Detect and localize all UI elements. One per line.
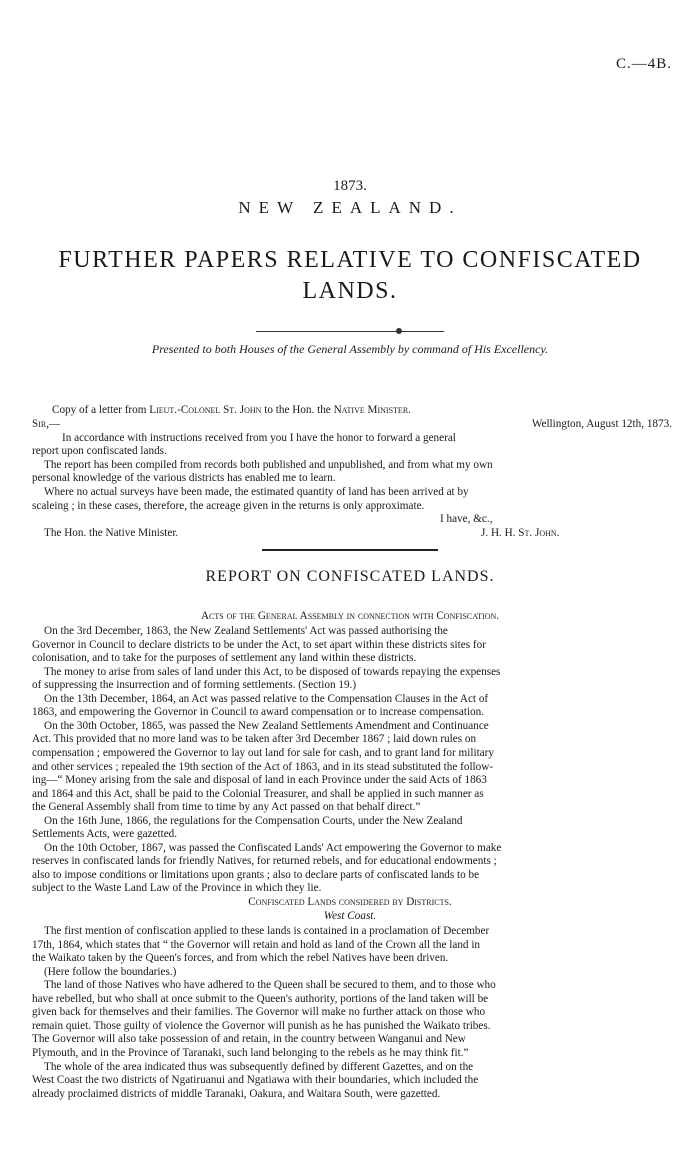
presented-note: Presented to both Houses of the General Assembly by command of His Excellency. — [151, 342, 549, 356]
year: 1873. — [333, 178, 367, 194]
salutation: Sir,— — [32, 418, 61, 430]
paragraph-line: the Waikato taken by the Queen's forces, and from which the rebel Natives have been driven. — [32, 952, 449, 965]
paragraph-line: and 1864 and this Act, shall be paid to the Colonial Treasurer, and shall be applied in such manner as — [32, 787, 484, 800]
title-line-2: LANDS. — [302, 278, 398, 304]
paragraph-line: of suppressing the insurrection and of forming settlements. (Section 19.) — [32, 679, 357, 692]
paragraph-line: ing—“ Money arising from the sale and disposal of land in each Province under the said Acts of 1863 — [32, 774, 487, 787]
letter-line: In accordance with instructions received from you I have the honor to forward a general — [62, 432, 456, 444]
paragraph-line: On the 13th December, 1864, an Act was passed relative to the Compensation Clauses in the Act of — [44, 692, 489, 705]
letter-line: scaleing ; in these cases, therefore, the acreage given in the returns is only approximate. — [32, 500, 425, 512]
paragraph-line: remain quiet. Those guilty of violence the Governor will punish as he has punished the Waikato tribes. — [32, 1019, 491, 1032]
paragraph-line: subject to the Waste Land Law of the Province in which they lie. — [32, 882, 322, 895]
country-heading: NEW ZEALAND. — [238, 198, 462, 217]
signature: J. H. H. St. John. — [481, 527, 560, 539]
paragraph-line: given back for themselves and their families. The Governor will make no further attack on those who — [32, 1006, 486, 1019]
letter-line: personal knowledge of the various districts has enabled me to learn. — [32, 472, 336, 484]
place-date: Wellington, August 12th, 1873. — [531, 418, 672, 430]
paragraph-line: the General Assembly shall from time to time by any Act passed on that behalf direct.” — [32, 801, 421, 814]
section-divider — [262, 549, 438, 551]
section-heading: Confiscated Lands considered by Districts. — [248, 896, 452, 908]
paragraph-line: colonisation, and to take for the purposes of settlement any land within these districts. — [32, 652, 417, 665]
paragraph-line: Plymouth, and in the Province of Taranaki, such land belonging to the rebels as he may think fit.” — [32, 1046, 469, 1059]
paragraph-line: West Coast the two districts of Ngatiruanui and Ngatiawa with their boundaries, which included the — [32, 1074, 479, 1087]
closing: I have, &c., — [440, 513, 493, 525]
paragraph-line: The first mention of confiscation applied to these lands is contained in a proclamation of December — [44, 925, 490, 937]
paragraph-line: 17th, 1864, which states that “ the Governor will retain and hold as land of the Crown all the land in — [32, 938, 481, 951]
paragraph-line: Act. This provided that no more land was to be taken after 3rd December 1867 ; laid down rules on — [32, 733, 477, 746]
paragraph-line: On the 30th October, 1865, was passed the New Zealand Settlements Amendment and Continuance — [44, 719, 489, 732]
paragraph-line: Settlements Acts, were gazetted. — [32, 828, 178, 841]
letter-line: Where no actual surveys have been made, the estimated quantity of land has been arrived at by — [44, 486, 469, 498]
report-heading: REPORT ON CONFISCATED LANDS. — [205, 568, 495, 585]
paragraph-line: The Governor will also take possession of and retain, in the country between Wanganui and New — [32, 1033, 466, 1046]
paragraph-line: Governor in Council to declare districts to be under the Act, to set apart within these districts sites for — [32, 638, 486, 651]
document-title — [30, 245, 670, 307]
paragraph-line: On the 16th June, 1866, the regulations for the Compensation Courts, under the New Zealand — [44, 814, 463, 827]
addressee: The Hon. the Native Minister. — [44, 527, 179, 539]
title-divider — [256, 331, 444, 332]
paragraph-line: also to impose conditions or limitations upon grants ; also to declare parts of confiscated lands to be — [32, 868, 480, 881]
paragraph-line: and other services ; repealed the 19th section of the Act of 1863, and in its stead substituted the follow- — [32, 760, 494, 773]
paragraph-line: already proclaimed districts of middle Taranaki, Oakura, and Waitara South, were gazetted. — [32, 1087, 441, 1100]
paragraph-line: The land of those Natives who have adhered to the Queen shall be secured to them, and to those who — [44, 979, 496, 992]
subsection-heading: West Coast. — [323, 910, 377, 922]
paragraph-line: On the 3rd December, 1863, the New Zealand Settlements' Act was passed authorising the — [44, 625, 448, 637]
letter-line: report upon confiscated lands. — [32, 445, 167, 457]
document-reference: C.—4B. — [615, 56, 672, 72]
paragraph-line: reserves in confiscated lands for friendly Natives, for returned rebels, and for educational endowments ; — [32, 855, 497, 868]
paragraph-line: have rebelled, but who shall at once submit to the Queen's authority, portions of the land taken will be — [32, 992, 489, 1005]
divider-ornament — [396, 328, 402, 334]
paragraph-line: The money to arise from sales of land under this Act, to be disposed of towards repaying the expenses — [44, 665, 501, 678]
paragraph-line: On the 10th October, 1867, was passed the Confiscated Lands' Act empowering the Governor to make — [44, 841, 502, 854]
paragraph-line: 1863, and empowering the Governor in Council to award compensation or to increase compensation. — [32, 706, 485, 719]
title-line-1: FURTHER PAPERS RELATIVE TO CONFISCATED — [58, 247, 642, 273]
section-heading: Acts of the General Assembly in connection with Confiscation. — [200, 610, 500, 622]
paragraph-line: compensation ; empowered the Governor to lay out land for sale for cash, and to grant land for military — [32, 746, 494, 759]
paragraph-line: (Here follow the boundaries.) — [44, 965, 177, 978]
letter-line: The report has been compiled from records both published and unpublished, and from what my own — [44, 459, 493, 471]
paragraph-line: The whole of the area indicated thus was subsequently defined by different Gazettes, and on the — [44, 1060, 474, 1073]
letter-intro: Copy of a letter from Lieut.-Colonel St. John to the Hon. the Native Minister. — [52, 404, 411, 416]
